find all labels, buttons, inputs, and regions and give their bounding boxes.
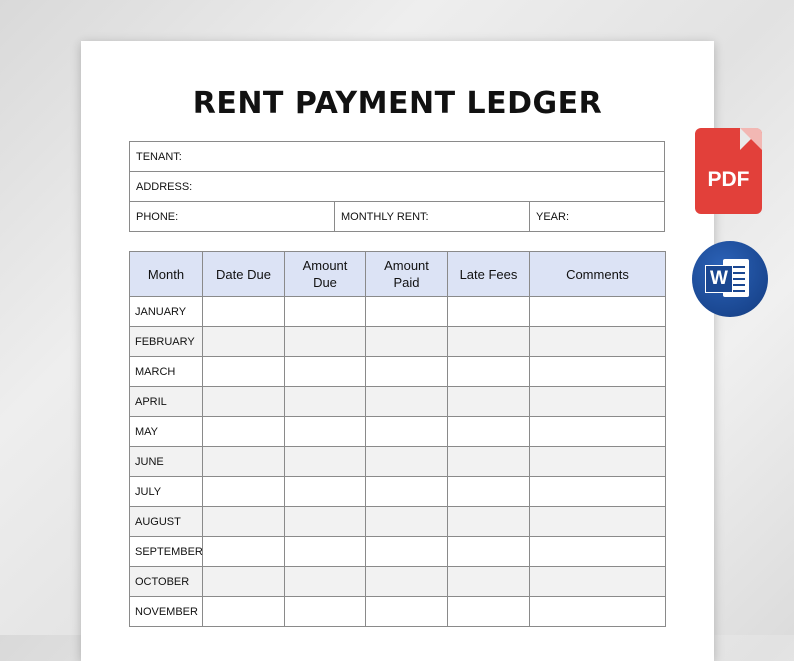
entry-cell [203, 507, 285, 537]
month-cell: NOVEMBER [130, 597, 203, 627]
word-label: W [705, 265, 733, 293]
entry-cell [448, 387, 530, 417]
entry-cell [366, 597, 448, 627]
table-row [130, 447, 666, 477]
pdf-file-icon [695, 128, 762, 214]
entry-cell [203, 417, 285, 447]
entry-cell [285, 597, 366, 627]
year-field: YEAR: [530, 202, 665, 232]
entry-cell [366, 327, 448, 357]
entry-cell [203, 567, 285, 597]
table-row [130, 327, 666, 357]
monthly-rent-field: MONTHLY RENT: [335, 202, 530, 232]
entry-cell [285, 567, 366, 597]
pdf-label: PDF [707, 168, 750, 191]
entry-cell [203, 537, 285, 567]
entry-cell [530, 387, 666, 417]
entry-cell [366, 567, 448, 597]
ledger-header-row [130, 252, 666, 297]
entry-cell [366, 447, 448, 477]
entry-cell [285, 417, 366, 447]
table-row [130, 597, 666, 627]
month-cell: APRIL [130, 387, 203, 417]
entry-cell [448, 357, 530, 387]
month-cell: FEBRUARY [130, 327, 203, 357]
entry-cell [203, 357, 285, 387]
entry-cell [530, 417, 666, 447]
month-cell: JULY [130, 477, 203, 507]
entry-cell [530, 327, 666, 357]
page-title: RENT PAYMENT LEDGER [192, 86, 603, 121]
header-amount-paid: Amount Paid [366, 252, 448, 297]
entry-cell [285, 507, 366, 537]
phone-field: PHONE: [130, 202, 335, 232]
entry-cell [448, 417, 530, 447]
header-month: Month [130, 252, 203, 297]
table-row [130, 297, 666, 327]
entry-cell [530, 297, 666, 327]
entry-cell [448, 507, 530, 537]
table-row [130, 567, 666, 597]
entry-cell [366, 507, 448, 537]
entry-cell [203, 447, 285, 477]
entry-cell [285, 537, 366, 567]
entry-cell [366, 387, 448, 417]
entry-cell [448, 447, 530, 477]
entry-cell [285, 297, 366, 327]
month-cell: JANUARY [130, 297, 203, 327]
month-cell: MAY [130, 417, 203, 447]
entry-cell [448, 327, 530, 357]
entry-cell [448, 297, 530, 327]
month-cell: JUNE [130, 447, 203, 477]
entry-cell [530, 447, 666, 477]
entry-cell [366, 357, 448, 387]
entry-cell [448, 477, 530, 507]
entry-cell [366, 477, 448, 507]
month-cell: OCTOBER [130, 567, 203, 597]
word-doc-icon [692, 241, 768, 317]
table-row [130, 387, 666, 417]
entry-cell [448, 597, 530, 627]
header-date-due: Date Due [203, 252, 285, 297]
entry-cell [530, 477, 666, 507]
entry-cell [530, 507, 666, 537]
entry-cell [203, 297, 285, 327]
page-fold [740, 128, 762, 150]
entry-cell [285, 327, 366, 357]
header-late-fees: Late Fees [448, 252, 530, 297]
table-row [130, 477, 666, 507]
entry-cell [285, 357, 366, 387]
entry-cell [530, 537, 666, 567]
entry-cell [530, 357, 666, 387]
tenant-info-table [129, 141, 665, 232]
tenant-field: TENANT: [130, 142, 665, 172]
table-row [130, 357, 666, 387]
entry-cell [285, 477, 366, 507]
table-row [130, 417, 666, 447]
month-cell: SEPTEMBER [130, 537, 203, 567]
entry-cell [366, 417, 448, 447]
address-field: ADDRESS: [130, 172, 665, 202]
entry-cell [203, 327, 285, 357]
entry-cell [285, 387, 366, 417]
table-row [130, 507, 666, 537]
header-amount-due: Amount Due [285, 252, 366, 297]
entry-cell [203, 597, 285, 627]
entry-cell [366, 537, 448, 567]
entry-cell [530, 597, 666, 627]
header-comments: Comments [530, 252, 666, 297]
month-cell: MARCH [130, 357, 203, 387]
entry-cell [448, 567, 530, 597]
entry-cell [203, 387, 285, 417]
entry-cell [203, 477, 285, 507]
entry-cell [448, 537, 530, 567]
ledger-page [81, 41, 714, 661]
entry-cell [366, 297, 448, 327]
ledger-table [129, 251, 666, 627]
entry-cell [530, 567, 666, 597]
table-row [130, 537, 666, 567]
month-cell: AUGUST [130, 507, 203, 537]
entry-cell [285, 447, 366, 477]
